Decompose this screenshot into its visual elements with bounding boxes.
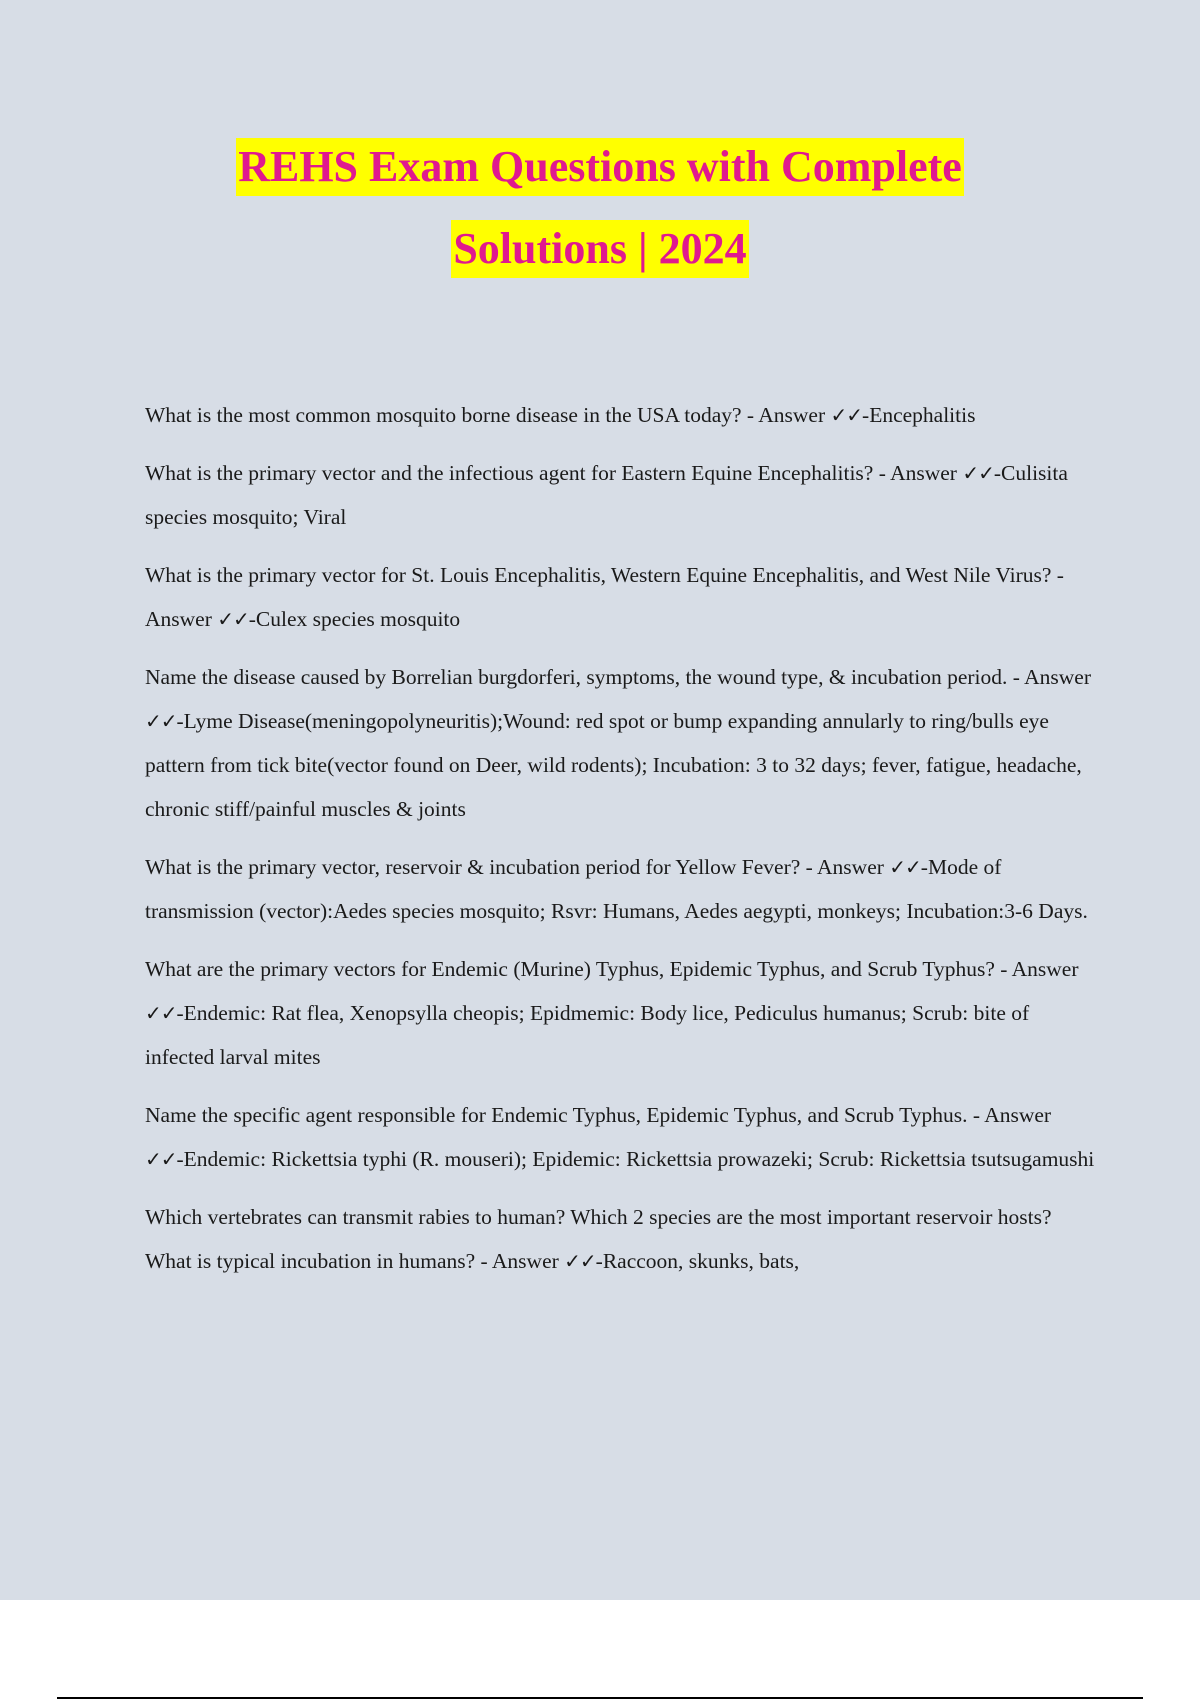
question-text: Which vertebrates can transmit rabies to human? Which 2 species are the most important reservoir hosts? What is typical incubation in humans? - Answer: [145, 1205, 1052, 1273]
qa-item: [145, 553, 1095, 641]
double-check-icon: ✓✓: [145, 1001, 177, 1025]
double-check-icon: ✓✓: [830, 403, 863, 427]
qa-item: [145, 393, 1095, 437]
qa-list: [145, 393, 1095, 1297]
document-title: [0, 138, 1200, 278]
double-check-icon: ✓✓: [145, 1147, 177, 1171]
answer-text: -Culex species mosquito: [248, 607, 461, 631]
double-check-icon: ✓✓: [217, 607, 249, 631]
answer-text: -Lyme Disease(meningopolyneuritis);Wound: red spot or bump expanding annularly to ring/bulls eye pattern from tick bite(vector found on Deer, wild rodents); Incubation: 3 to 32 days; fever, fatigue, headache, chronic stiff/painful muscles & joints: [145, 709, 1082, 821]
answer-text: -Mode of transmission (vector):Aedes species mosquito; Rsvr: Humans, Aedes aegypti, monkeys; Incubation:3-6 Days.: [145, 855, 1088, 923]
question-text: What are the primary vectors for Endemic (Murine) Typhus, Epidemic Typhus, and Scrub Typhus? - Answer: [145, 957, 1079, 981]
answer-text: -Culisita species mosquito; Viral: [145, 461, 1068, 529]
qa-item: [145, 1093, 1095, 1181]
double-check-icon: ✓✓: [962, 461, 994, 485]
double-check-icon: ✓✓: [889, 855, 921, 879]
question-text: Name the specific agent responsible for Endemic Typhus, Epidemic Typhus, and Scrub Typhus. - Answer: [145, 1103, 1052, 1127]
qa-item: [145, 451, 1095, 539]
double-check-icon: ✓✓: [145, 709, 177, 733]
qa-item: [145, 845, 1095, 933]
answer-text: -Endemic: Rat flea, Xenopsylla cheopis; Epidmemic: Body lice, Pediculus humanus; Scrub: bite of infected larval mites: [145, 1001, 1030, 1069]
double-check-icon: ✓✓: [564, 1249, 596, 1273]
question-text: What is the most common mosquito borne disease in the USA today? - Answer: [145, 403, 831, 427]
answer-text: -Encephalitis: [862, 403, 976, 427]
title-line-2: Solutions | 2024: [451, 220, 748, 278]
qa-item: [145, 655, 1095, 831]
qa-item: [145, 947, 1095, 1079]
question-text: What is the primary vector for St. Louis Encephalitis, Western Equine Encephalitis, and West Nile Virus? - Answer: [145, 563, 1064, 631]
question-text: What is the primary vector and the infectious agent for Eastern Equine Encephalitis? - Answer: [145, 461, 963, 485]
footer-divider: [57, 1697, 1143, 1699]
question-text: Name the disease caused by Borrelian burgdorferi, symptoms, the wound type, & incubation period. - Answer: [145, 665, 1091, 689]
question-text: What is the primary vector, reservoir & incubation period for Yellow Fever? - Answer: [145, 855, 890, 879]
answer-text: -Raccoon, skunks, bats,: [595, 1249, 800, 1273]
answer-text: -Endemic: Rickettsia typhi (R. mouseri); Epidemic: Rickettsia prowazeki; Scrub: Rickettsia tsutsugamushi: [176, 1147, 1095, 1171]
qa-item: [145, 1195, 1095, 1283]
title-line-1: REHS Exam Questions with Complete: [236, 138, 964, 196]
